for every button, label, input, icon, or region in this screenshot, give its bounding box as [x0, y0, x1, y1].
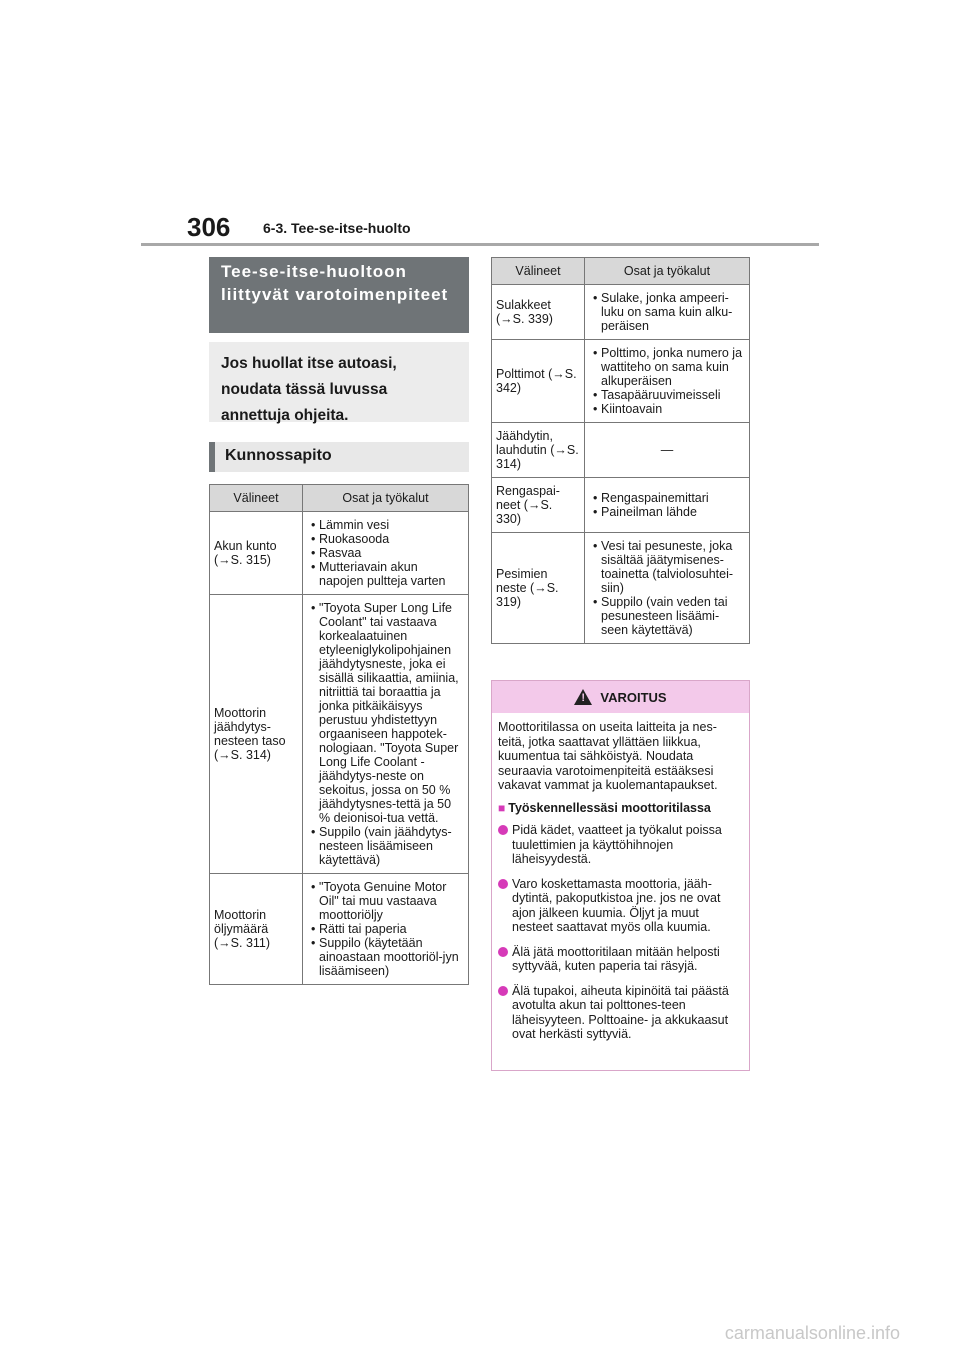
parts-cell	[303, 874, 469, 985]
list-item: • Rasvaa	[307, 546, 464, 560]
column-header-items: Välineet	[492, 258, 585, 285]
item-cell: Rengaspai-neet (→S. 330)	[492, 478, 585, 533]
page-number: 306	[187, 212, 231, 242]
warning-box	[491, 680, 750, 1071]
parts-cell	[585, 340, 750, 423]
list-item: • Sulake, jonka ampeeri-luku on sama kuin alku-peräisen	[589, 291, 745, 333]
table-row	[492, 340, 750, 423]
warning-subheading-text: Työskennellessäsi moottoritilassa	[508, 800, 711, 815]
item-cell: Akun kunto (→S. 315)	[210, 512, 303, 595]
parts-cell	[303, 512, 469, 595]
item-cell: Moottorin jäähdytys-nesteen taso (→S. 314)	[210, 595, 303, 874]
bullet-dot-icon	[498, 825, 508, 835]
table-row	[210, 874, 469, 985]
parts-cell	[585, 285, 750, 340]
list-item: • Rengaspainemittari	[589, 491, 745, 505]
warning-bullet-text: Pidä kädet, vaatteet ja työkalut poissa tuulettimien ja käyttöhihnojen läheisyydestä.	[512, 823, 722, 866]
item-cell: Jäähdytin, lauhdutin (→S. 314)	[492, 423, 585, 478]
bullet-dot-icon	[498, 879, 508, 889]
precautions-heading: Tee-se-itse-huoltoon liittyvät varotoimenpiteet	[209, 257, 469, 333]
table-row	[492, 285, 750, 340]
warning-body	[492, 713, 749, 1059]
warning-bullet	[498, 984, 743, 1042]
parts-cell	[303, 595, 469, 874]
bullet-dot-icon	[498, 947, 508, 957]
intro-text: Jos huollat itse autoasi, noudata tässä luvussa annettuja ohjeita.	[209, 342, 469, 422]
table-row	[210, 512, 469, 595]
list-item: • Rätti tai paperia	[307, 922, 464, 936]
list-item: • Mutteriavain akun napojen pultteja varten	[307, 560, 464, 588]
list-item: • Ruokasooda	[307, 532, 464, 546]
bullet-dot-icon	[498, 986, 508, 996]
item-cell: Moottorin öljymäärä (→S. 311)	[210, 874, 303, 985]
warning-bullet	[498, 823, 743, 867]
warning-bullet	[498, 945, 743, 974]
column-header-items: Välineet	[210, 485, 303, 512]
item-cell: Pesimien neste (→S. 319)	[492, 533, 585, 644]
list-item: • Lämmin vesi	[307, 518, 464, 532]
item-cell: Polttimot (→S. 342)	[492, 340, 585, 423]
maintenance-table-left	[209, 484, 469, 985]
list-item: • Polttimo, jonka numero ja wattiteho on sama kuin alkuperäisen	[589, 346, 745, 388]
warning-title: VAROITUS	[600, 689, 667, 705]
list-item: • Kiintoavain	[589, 402, 745, 416]
list-item: • Suppilo (vain veden tai pesunesteen lisäämi-seen käytettävä)	[589, 595, 745, 637]
list-item: • Suppilo (vain jäähdytys-nesteen lisäämiseen käytettävä)	[307, 825, 464, 867]
warning-bullet-text: Varo koskettamasta moottoria, jääh-dytintä, pakoputkistoa jne. jos ne ovat ajon jälkeen kuumia. Öljyt ja muut nesteet saattavat myös olla kuumia.	[512, 876, 721, 934]
warning-intro: Moottoritilassa on useita laitteita ja nes-teitä, jotka saattavat yllättäen liikkua, kuumentua tai sähköistyä. Noudata seuraavia varotoimenpiteitä estääksesi vakavat vammat ja kuolemantapaukset.	[498, 720, 718, 792]
warning-icon: !	[574, 689, 592, 705]
warning-header	[492, 681, 749, 713]
table-row	[492, 533, 750, 644]
table-row	[492, 478, 750, 533]
list-item: • Vesi tai pesuneste, joka sisältää jäätymisenes-toainetta (talviolosuhtei-siin)	[589, 539, 745, 595]
header-divider	[141, 243, 819, 246]
list-item: • "Toyota Genuine Motor Oil" tai muu vastaava moottoriöljy	[307, 880, 464, 922]
section-title: 6-3. Tee-se-itse-huolto	[263, 220, 411, 236]
list-item: • Paineilman lähde	[589, 505, 745, 519]
footer-watermark: carmanualsonline.info	[724, 1323, 900, 1343]
table-row	[492, 423, 750, 478]
square-bullet-icon: ■	[498, 800, 506, 815]
parts-cell	[585, 478, 750, 533]
table-row	[210, 595, 469, 874]
warning-bullet	[498, 877, 743, 935]
maintenance-heading: Kunnossapito	[209, 442, 469, 472]
parts-cell: —	[585, 423, 750, 478]
warning-bullet-text: Älä jätä moottoritilaan mitään helposti syttyvää, kuten paperia tai räsyjä.	[512, 944, 720, 973]
maintenance-table-right	[491, 257, 750, 644]
warning-subheading	[498, 801, 743, 816]
list-item: • Suppilo (käytetään ainoastaan moottoriöl-jyn lisäämiseen)	[307, 936, 464, 978]
list-item: • "Toyota Super Long Life Coolant" tai vastaava korkealaatuinen etyleeniglykolipohjainen jäähdytysneste, joka ei sisällä silikaattia, amiinia, nitriittiä tai boraattia ja jonka pitkäikäisyys perustuu yhdistettyyn orgaaniseen happotek-nologiaan. "Toyota Super Long Life Coolant -jäähdytys-neste on sekoitus, jossa on 50 % jäähdytysnes-tettä ja 50 % deionisoi-tua vettä.	[307, 601, 464, 825]
column-header-parts: Osat ja työkalut	[303, 485, 469, 512]
parts-cell	[585, 533, 750, 644]
item-cell: Sulakkeet (→S. 339)	[492, 285, 585, 340]
column-header-parts: Osat ja työkalut	[585, 258, 750, 285]
list-item: • Tasapääruuvimeisseli	[589, 388, 745, 402]
warning-bullet-text: Älä tupakoi, aiheuta kipinöitä tai päästä avotulta akun tai polttones-teen läheisyyteen. Polttoaine- ja akkukaasut ovat herkästi syttyviä.	[512, 983, 729, 1041]
